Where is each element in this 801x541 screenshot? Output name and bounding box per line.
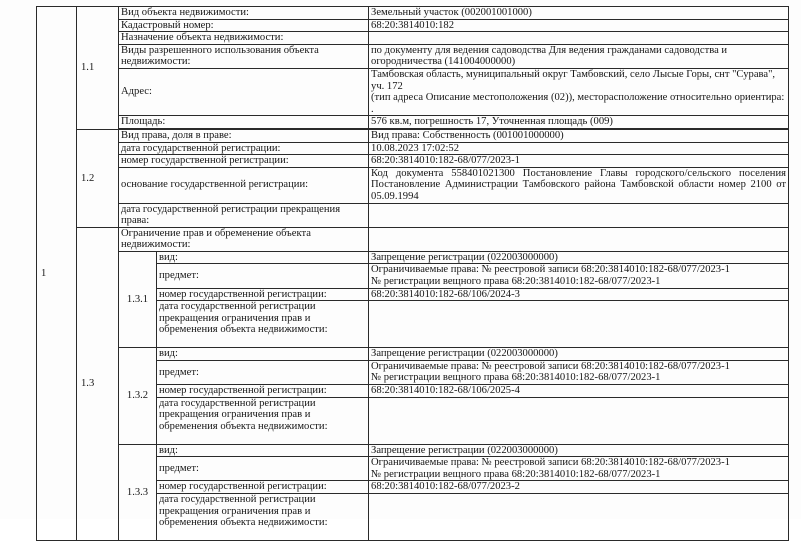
table-row: [37, 44, 789, 68]
field-value: 68:20:3814010:182-68/077/2023-1: [369, 155, 789, 168]
table-row: [37, 7, 789, 20]
field-label: дата государственной регистрации:: [119, 142, 369, 155]
table-row: [37, 444, 789, 457]
field-label: Адрес:: [119, 68, 369, 115]
field-label: Вид права, доля в праве:: [119, 129, 369, 142]
field-label: вид:: [157, 348, 369, 361]
field-value: 68:20:3814010:182-68/106/2025-4: [369, 385, 789, 398]
field-value: Ограничиваемые права: № реестровой записи 68:20:3814010:182-68/077/2023-1 № регистрации вещного права 68:20:3814010:182-68/077/2023-1: [369, 264, 789, 288]
field-label: вид:: [157, 444, 369, 457]
field-label: номер государственной регистрации:: [157, 481, 369, 494]
subsection-number: 1.2: [77, 129, 119, 227]
field-value: Запрещение регистрации (022003000000): [369, 251, 789, 264]
field-value: 68:20:3814010:182: [369, 19, 789, 32]
field-value: Ограничиваемые права: № реестровой записи 68:20:3814010:182-68/077/2023-1 № регистрации вещного права 68:20:3814010:182-68/077/2023-1: [369, 360, 789, 384]
field-value: [369, 397, 789, 444]
field-label: Площадь:: [119, 116, 369, 129]
field-label: Кадастровый номер:: [119, 19, 369, 32]
field-value: [369, 203, 789, 227]
table-row: [37, 19, 789, 32]
field-value: Вид права: Собственность (001001000000): [369, 129, 789, 142]
subsection-number: 1.1: [77, 7, 119, 130]
section-number: 1: [37, 7, 77, 541]
field-value: Код документа 558401021300 Постановление Главы городского/сельского поселения Постановление Администрации Тамбовского района Тамбовской области номер 2100 от 05.09.1994: [369, 167, 789, 203]
field-value: 68:20:3814010:182-68/106/2024-3: [369, 288, 789, 301]
item-number: 1.3.1: [119, 251, 157, 347]
field-label: дата государственной регистрации прекращения права:: [119, 203, 369, 227]
subsection-number: 1.3: [77, 227, 119, 540]
field-label: основание государственной регистрации:: [119, 167, 369, 203]
table-row: [37, 32, 789, 45]
field-label: дата государственной регистрации прекращения ограничения прав и обременения объекта недвижимости:: [157, 301, 369, 348]
field-value: 576 кв.м, погрешность 17, Уточненная площадь (009): [369, 116, 789, 129]
field-label: вид:: [157, 251, 369, 264]
item-number: 1.3.2: [119, 348, 157, 444]
field-label: предмет:: [157, 457, 369, 481]
encumbrance-header: Ограничение прав и обременение объекта недвижимости:: [119, 227, 369, 251]
item-number: 1.3.3: [119, 444, 157, 540]
field-value: 10.08.2023 17:02:52: [369, 142, 789, 155]
field-label: дата государственной регистрации прекращения ограничения прав и обременения объекта недвижимости:: [157, 397, 369, 444]
table-row: [37, 203, 789, 227]
table-row: [37, 155, 789, 168]
field-label: номер государственной регистрации:: [157, 288, 369, 301]
field-value: Земельный участок (002001001000): [369, 7, 789, 20]
table-row: [37, 142, 789, 155]
table-row: [37, 227, 789, 251]
field-label: номер государственной регистрации:: [157, 385, 369, 398]
field-value: Запрещение регистрации (022003000000): [369, 348, 789, 361]
field-value: [369, 301, 789, 348]
table-row: [37, 348, 789, 361]
field-label: предмет:: [157, 264, 369, 288]
field-value: [369, 32, 789, 45]
field-value: [369, 227, 789, 251]
registry-extract-table: [36, 6, 789, 541]
field-label: Вид объекта недвижимости:: [119, 7, 369, 20]
field-value: по документу для ведения садоводства Для ведения гражданами садоводства и огородничества (141004000000): [369, 44, 789, 68]
field-label: Виды разрешенного использования объекта недвижимости:: [119, 44, 369, 68]
table-row: [37, 116, 789, 129]
field-label: Назначение объекта недвижимости:: [119, 32, 369, 45]
field-value: [369, 494, 789, 541]
field-value: Запрещение регистрации (022003000000): [369, 444, 789, 457]
field-value: Ограничиваемые права: № реестровой записи 68:20:3814010:182-68/077/2023-1 № регистрации вещного права 68:20:3814010:182-68/077/2023-1: [369, 457, 789, 481]
table-row: [37, 251, 789, 264]
table-row: [37, 129, 789, 142]
field-label: номер государственной регистрации:: [119, 155, 369, 168]
table-row: [37, 68, 789, 115]
field-value: 68:20:3814010:182-68/077/2023-2: [369, 481, 789, 494]
table-row: [37, 167, 789, 203]
field-label: предмет:: [157, 360, 369, 384]
field-value: Тамбовская область, муниципальный округ Тамбовский, село Лысые Горы, снт "Сурава", уч. 172 (тип адреса Описание местоположения (02)), месторасположение относительно ориентира: .: [369, 68, 789, 115]
field-label: дата государственной регистрации прекращения ограничения прав и обременения объекта недвижимости:: [157, 494, 369, 541]
